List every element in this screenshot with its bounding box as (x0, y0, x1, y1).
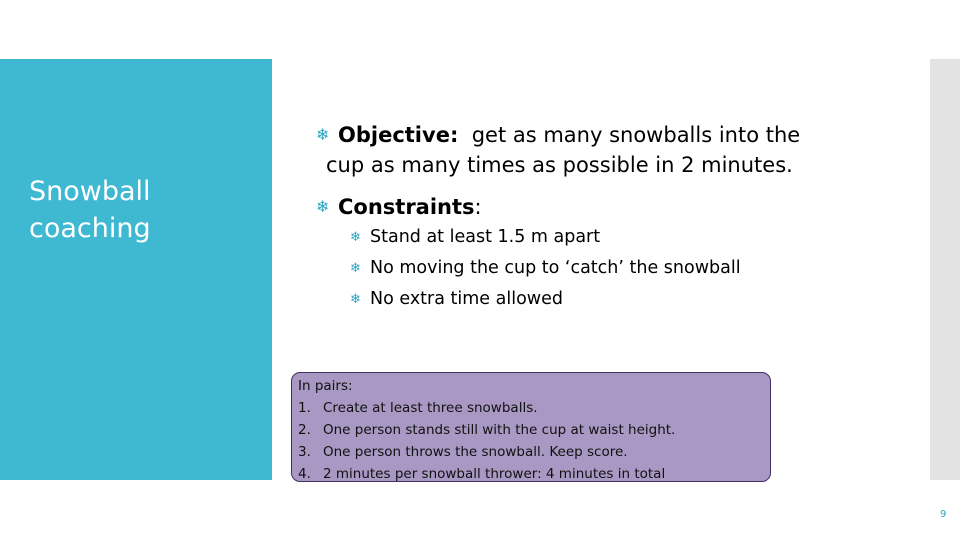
step-text: Create at least three snowballs. (323, 400, 538, 416)
step-number: 3. (298, 444, 311, 460)
tree-bullet-icon: ❄ (350, 230, 361, 245)
objective-label: Objective: (338, 123, 459, 147)
constraint-text: No moving the cup to ‘catch’ the snowball (370, 258, 741, 278)
step-number: 1. (298, 400, 311, 416)
objective-text-1: get as many snowballs into the (471, 123, 801, 147)
constraints-label: Constraints (338, 195, 475, 219)
constraint-item (350, 222, 600, 253)
objective-bullet (316, 120, 800, 150)
objective-text-2: cup as many times as possible in 2 minutes. (326, 153, 793, 177)
constraints-bullet (316, 192, 482, 222)
instruction-step (298, 397, 770, 419)
instructions-header: In pairs: (298, 378, 353, 394)
constraints-colon: : (474, 195, 482, 219)
constraint-item (350, 253, 741, 284)
constraint-text: No extra time allowed (370, 289, 563, 309)
tree-bullet-icon: ❄ (350, 292, 361, 307)
instruction-step (298, 419, 770, 441)
tree-bullet-icon: ❄ (350, 261, 361, 276)
tree-bullet-icon: ❄ (316, 197, 330, 216)
constraint-text: Stand at least 1.5 m apart (370, 227, 601, 247)
slide-title: Snowball coaching (29, 176, 151, 244)
step-number: 2. (298, 422, 311, 438)
page-number: 9 (940, 509, 947, 520)
instruction-step (298, 463, 770, 485)
title-panel (0, 59, 272, 480)
step-text: 2 minutes per snowball thrower: 4 minutes in total (323, 466, 666, 482)
side-strip (930, 59, 960, 480)
instructions-box (291, 372, 771, 482)
step-text: One person stands still with the cup at waist height. (323, 422, 676, 438)
step-number: 4. (298, 466, 311, 482)
instruction-step (298, 441, 770, 463)
step-text: One person throws the snowball. Keep score. (323, 444, 628, 460)
constraint-item (350, 284, 563, 315)
tree-bullet-icon: ❄ (316, 125, 330, 144)
